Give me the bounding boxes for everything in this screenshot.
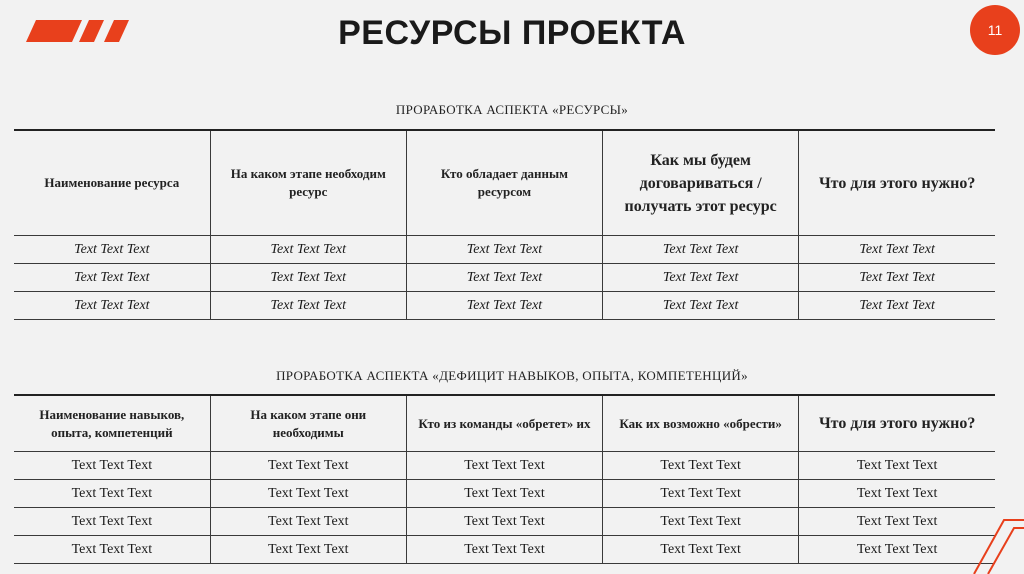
column-header: На каком этапе они необходимы (210, 395, 406, 452)
table-cell: Text Text Text (210, 508, 406, 536)
skills-deficit-table (14, 394, 995, 564)
table-cell: Text Text Text (406, 508, 602, 536)
table-header-row (14, 130, 995, 236)
table-cell: Text Text Text (14, 536, 210, 564)
page-title: РЕСУРСЫ ПРОЕКТА (338, 14, 686, 52)
column-header: Наименование ресурса (14, 130, 210, 236)
table-cell: Text Text Text (603, 264, 799, 292)
table-cell: Text Text Text (210, 452, 406, 480)
table-row (14, 480, 995, 508)
table-cell: Text Text Text (603, 292, 799, 320)
table-cell: Text Text Text (14, 264, 210, 292)
table-cell: Text Text Text (406, 536, 602, 564)
table-cell: Text Text Text (14, 452, 210, 480)
column-header: Кто обладает данным ресурсом (406, 130, 602, 236)
table-row (14, 264, 995, 292)
column-header: Как их возможно «обрести» (603, 395, 799, 452)
table-row (14, 536, 995, 564)
table-cell: Text Text Text (406, 452, 602, 480)
section-title-skills-deficit: ПРОРАБОТКА АСПЕКТА «ДЕФИЦИТ НАВЫКОВ, ОПЫТА, КОМПЕТЕНЦИЙ» (276, 368, 748, 383)
table-cell: Text Text Text (799, 508, 995, 536)
corner-decoration (884, 514, 1024, 574)
table-cell: Text Text Text (799, 480, 995, 508)
table-cell: Text Text Text (603, 536, 799, 564)
table-cell: Text Text Text (406, 292, 602, 320)
table-cell: Text Text Text (603, 236, 799, 264)
table-cell: Text Text Text (210, 292, 406, 320)
table-row (14, 292, 995, 320)
table-cell: Text Text Text (406, 236, 602, 264)
column-header: Наименование навыков, опыта, компетенций (14, 395, 210, 452)
table-cell: Text Text Text (210, 536, 406, 564)
table-cell: Text Text Text (210, 236, 406, 264)
table-row (14, 508, 995, 536)
table-cell: Text Text Text (14, 480, 210, 508)
column-header: Что для этого нужно? (799, 130, 995, 236)
table-cell: Text Text Text (799, 452, 995, 480)
table-cell: Text Text Text (799, 536, 995, 564)
table-cell: Text Text Text (799, 236, 995, 264)
table-cell: Text Text Text (14, 508, 210, 536)
column-header: Что для этого нужно? (799, 395, 995, 452)
table-row (14, 452, 995, 480)
table-cell: Text Text Text (799, 264, 995, 292)
table-row (14, 236, 995, 264)
table-cell: Text Text Text (14, 292, 210, 320)
resources-table (14, 129, 995, 320)
section-title-resources: ПРОРАБОТКА АСПЕКТА «РЕСУРСЫ» (395, 102, 629, 117)
table-cell: Text Text Text (210, 264, 406, 292)
table-cell: Text Text Text (799, 292, 995, 320)
table-cell: Text Text Text (603, 452, 799, 480)
table-cell: Text Text Text (210, 480, 406, 508)
table-cell: Text Text Text (603, 480, 799, 508)
table-cell: Text Text Text (406, 480, 602, 508)
table-cell: Text Text Text (406, 264, 602, 292)
column-header: На каком этапе необходим ресурс (210, 130, 406, 236)
column-header: Кто из команды «обретет» их (406, 395, 602, 452)
table-header-row (14, 395, 995, 452)
table-cell: Text Text Text (14, 236, 210, 264)
page-number-badge: 11 (970, 5, 1020, 55)
column-header: Как мы будем договариваться / получать этот ресурс (603, 130, 799, 236)
table-cell: Text Text Text (603, 508, 799, 536)
